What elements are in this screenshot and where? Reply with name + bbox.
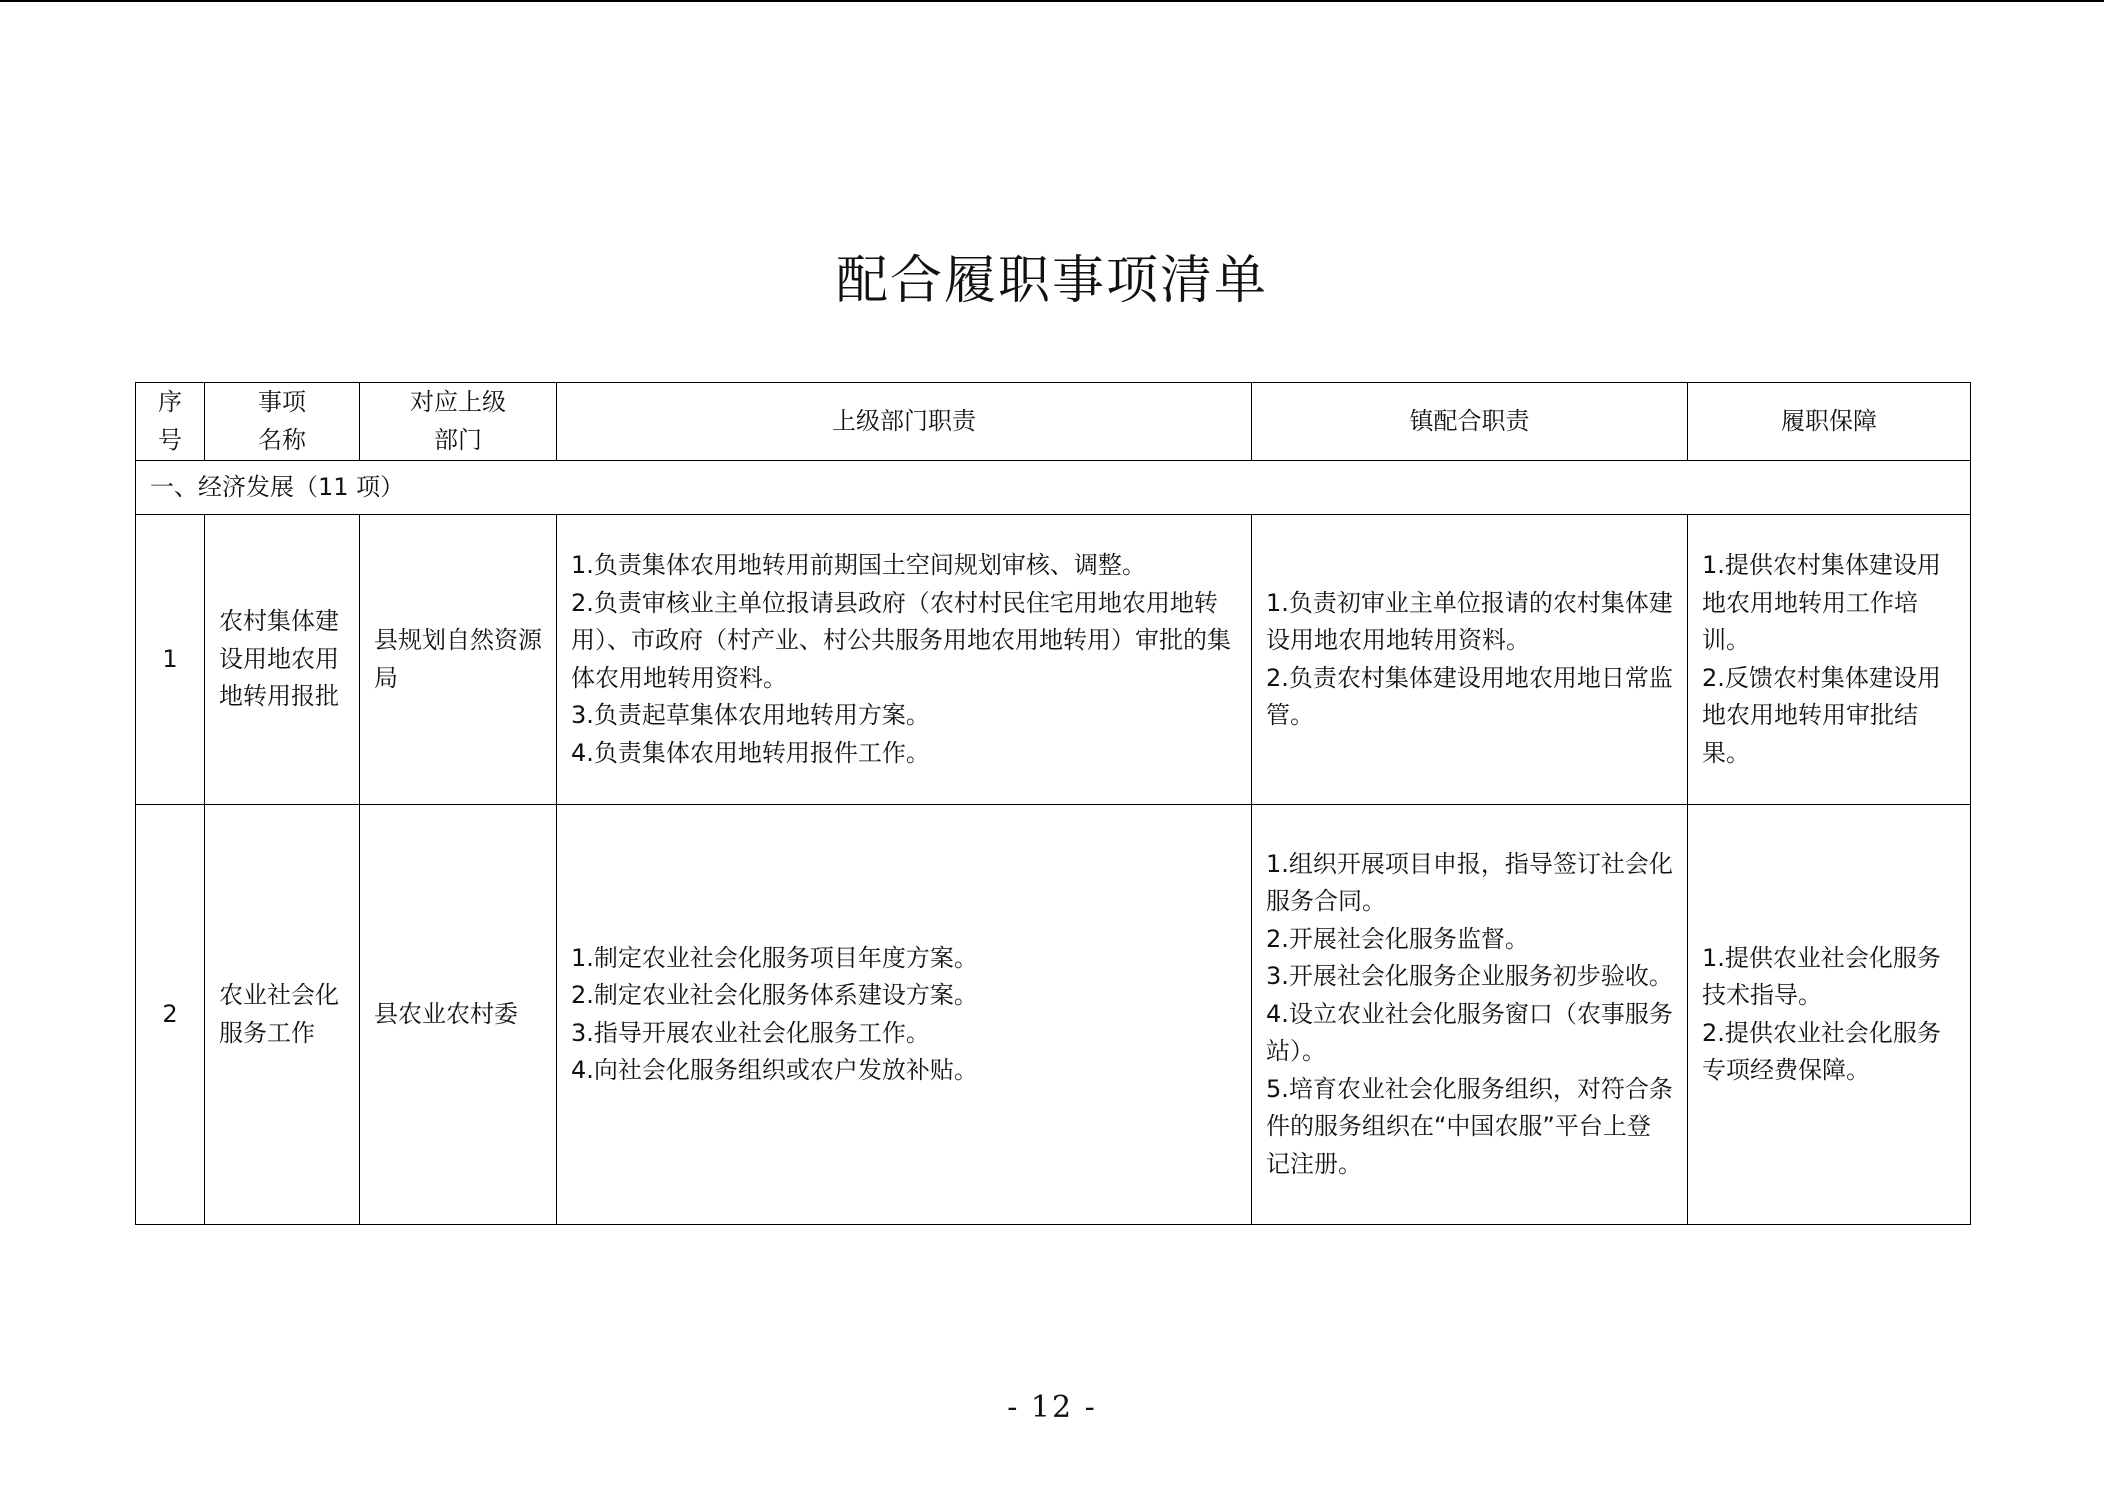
guarantee-item: 1.提供农业社会化服务技术指导。 [1702, 943, 1941, 1009]
row-serial-number: 1 [136, 515, 205, 805]
duty-item: 1.负责初审业主单位报请的农村集体建设用地农用地转用资料。 [1266, 588, 1673, 654]
duty-item: 5.培育农业社会化服务组织，对符合条件的服务组织在“中国农服”平台上登记注册。 [1266, 1074, 1673, 1178]
duty-list-table [135, 382, 1971, 1225]
duty-item: 4.设立农业社会化服务窗口（农事服务站）。 [1266, 999, 1673, 1066]
row-item-name: 农村集体建设用地农用地转用报批 [205, 515, 360, 805]
header-town-duty: 镇配合职责 [1252, 383, 1688, 461]
duty-item: 2.负责农村集体建设用地农用地日常监管。 [1266, 663, 1673, 729]
table-row [136, 515, 1971, 805]
header-serial-number: 序 号 [136, 383, 205, 461]
duty-item: 3.指导开展农业社会化服务工作。 [571, 1018, 930, 1047]
duty-item: 3.开展社会化服务企业服务初步验收。 [1266, 962, 1673, 991]
header-item-name: 事项 名称 [205, 383, 360, 461]
row-town-duties [1252, 805, 1688, 1225]
duty-item: 3.负责起草集体农用地转用方案。 [571, 701, 930, 729]
row-guarantees [1688, 515, 1971, 805]
duty-item: 1.制定农业社会化服务项目年度方案。 [571, 943, 978, 972]
row-town-duties [1252, 515, 1688, 805]
duty-item: 4.负责集体农用地转用报件工作。 [571, 738, 930, 767]
page-top-border [0, 0, 2104, 2]
duty-item: 2.开展社会化服务监督。 [1266, 924, 1529, 953]
duty-item: 1.负责集体农用地转用前期国土空间规划审核、调整。 [571, 551, 1146, 579]
row-guarantees [1688, 805, 1971, 1225]
row-upper-duties [557, 805, 1252, 1225]
header-guarantee: 履职保障 [1688, 383, 1971, 461]
row-serial-number: 2 [136, 805, 205, 1225]
row-upper-duties [557, 515, 1252, 805]
row-department: 县农业农村委 [360, 805, 557, 1225]
section-row [136, 461, 1971, 515]
guarantee-item: 2.反馈农村集体建设用地农用地转用审批结果。 [1702, 663, 1941, 767]
duty-item: 2.制定农业社会化服务体系建设方案。 [571, 981, 978, 1009]
header-upper-duty: 上级部门职责 [557, 383, 1252, 461]
guarantee-item: 2.提供农业社会化服务专项经费保障。 [1702, 1018, 1941, 1084]
guarantee-item: 1.提供农村集体建设用地农用地转用工作培训。 [1702, 551, 1941, 654]
page-number: - 12 - [1007, 1390, 1097, 1425]
document-title: 配合履职事项清单 [835, 251, 1268, 311]
table-header-row [136, 383, 1971, 461]
duty-item: 4.向社会化服务组织或农户发放补贴。 [571, 1056, 978, 1084]
table-row [136, 805, 1971, 1225]
header-department: 对应上级 部门 [360, 383, 557, 461]
duty-item: 2.负责审核业主单位报请县政府（农村村民住宅用地农用地转用）、市政府（村产业、村公共服务用地农用地转用）审批的集体农用地转用资料。 [571, 588, 1231, 692]
duty-item: 1.组织开展项目申报，指导签订社会化服务合同。 [1266, 849, 1673, 916]
row-item-name: 农业社会化服务工作 [205, 805, 360, 1225]
row-department: 县规划自然资源局 [360, 515, 557, 805]
section-heading: 一、经济发展（11 项） [136, 461, 1971, 515]
